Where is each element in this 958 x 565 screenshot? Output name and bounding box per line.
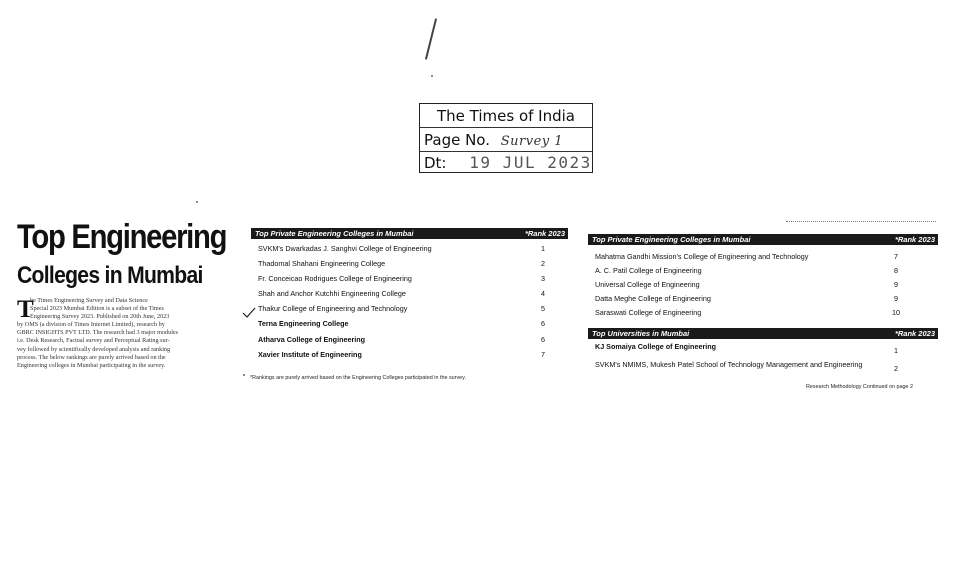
- continued-note: Research Methodology Continued on page 2: [806, 384, 913, 390]
- scan-speck: [431, 75, 433, 77]
- checkmark-icon: [242, 306, 256, 318]
- college-name: Thadomal Shahani Engineering College: [258, 259, 386, 268]
- college-rank: 6: [541, 335, 545, 344]
- college-rank: 6: [541, 319, 545, 328]
- scan-speck: [243, 374, 245, 376]
- intro-line: Special 2023 Mumbai Edition is a subset of the Times: [30, 305, 164, 313]
- table-row: [588, 307, 938, 319]
- stamp-date-value: 19 JUL 2023: [469, 153, 592, 172]
- table-row: [588, 293, 938, 305]
- newspaper-stamp: [419, 103, 593, 173]
- table-row: [251, 273, 568, 285]
- table-header-rank: *Rank 2023: [894, 235, 935, 244]
- table-row: [588, 359, 938, 371]
- private-colleges-table-2: [588, 234, 938, 317]
- table-header: [588, 328, 938, 339]
- table-row: [251, 288, 568, 300]
- stamp-date-label: Dt:: [424, 154, 447, 172]
- college-name: Atharva College of Engineering: [258, 335, 366, 344]
- stamp-page-value: Survey 1: [500, 134, 564, 149]
- drop-cap: T: [17, 296, 34, 323]
- intro-line: by OMS (a division of Times Internet Limited), research by: [17, 321, 165, 329]
- college-rank: 9: [894, 280, 898, 289]
- college-name: Datta Meghe College of Engineering: [595, 294, 711, 303]
- college-name: SVKM's Dwarkadas J. Sanghvi College of Engineering: [258, 244, 432, 253]
- table-header-title: Top Universities in Mumbai: [592, 329, 690, 338]
- stamp-date-row: [420, 152, 592, 174]
- college-rank: 7: [541, 350, 545, 359]
- table-row: [588, 279, 938, 291]
- college-name: A. C. Patil College of Engineering: [595, 266, 702, 275]
- college-rank: 1: [541, 244, 545, 253]
- pen-stroke: [425, 18, 437, 59]
- stamp-title: The Times of India: [420, 104, 592, 128]
- college-name: Shah and Anchor Kutchhi Engineering College: [258, 289, 406, 298]
- table-row: [251, 318, 568, 330]
- table-row: [588, 341, 938, 353]
- college-name: Mahatma Gandhi Mission's College of Engineering and Technology: [595, 252, 809, 261]
- headline-line-1: Top Engineering: [17, 218, 227, 256]
- intro-line: Engineering colleges in Mumbai participating in the survey.: [17, 361, 166, 369]
- college-name: Xavier Institute of Engineering: [258, 350, 362, 359]
- college-name: Terna Engineering College: [258, 319, 349, 328]
- headline-line-2: Colleges in Mumbai: [17, 262, 203, 289]
- intro-line: vey followed by scientifically developed analysis and ranking: [17, 345, 171, 353]
- college-name: Fr. Conceicao Rodrigues College of Engineering: [258, 274, 412, 283]
- intro-line: GBRC INSIGHTS PVT LTD. The research had 3 major modules: [17, 329, 179, 337]
- college-name: Thakur College of Engineering and Technology: [258, 304, 408, 313]
- scan-speck: [196, 201, 198, 203]
- dotted-divider: [786, 221, 936, 223]
- intro-paragraph: [17, 297, 242, 370]
- stamp-page-label: Page No.: [424, 131, 490, 149]
- college-rank: 2: [894, 364, 898, 373]
- college-name: SVKM's NMIMS, Mukesh Patel School of Technology Management and Engineering: [595, 360, 863, 369]
- table-header-title: Top Private Engineering Colleges in Mumbai: [255, 229, 414, 238]
- college-name: KJ Somaiya College of Engineering: [595, 342, 717, 351]
- college-rank: 3: [541, 274, 545, 283]
- table-header-rank: *Rank 2023: [894, 329, 935, 338]
- intro-line: he Times Engineering Survey and Data Science: [30, 297, 148, 304]
- table-row: [251, 258, 568, 270]
- table-row: [588, 251, 938, 263]
- college-rank: 1: [894, 346, 898, 355]
- table-row: [251, 349, 568, 361]
- college-name: Saraswati College of Engineering: [595, 308, 702, 317]
- table-header-title: Top Private Engineering Colleges in Mumbai: [592, 235, 751, 244]
- table-header: [251, 228, 568, 239]
- universities-table: [588, 328, 938, 373]
- college-rank: 8: [894, 266, 898, 275]
- college-rank: 10: [892, 308, 900, 317]
- college-rank: 2: [541, 259, 545, 268]
- college-rank: 9: [894, 294, 898, 303]
- stamp-page-row: [420, 128, 592, 152]
- intro-line: process. The below rankings are purely arrived based on the: [17, 353, 166, 361]
- table-header-rank: *Rank 2023: [524, 229, 565, 238]
- table-row: [251, 303, 568, 315]
- college-rank: 7: [894, 252, 898, 261]
- table-row: [251, 243, 568, 255]
- intro-line: i.e. Desk Research, Factual survey and Perceptual Rating sur-: [17, 337, 170, 345]
- college-rank: 4: [541, 289, 545, 298]
- rankings-footnote: *Rankings are purely arrived based on the Engineering Colleges participated in the survey.: [250, 375, 466, 381]
- college-name: Universal College of Engineering: [595, 280, 700, 289]
- table-row: [251, 334, 568, 346]
- intro-line: Engineering Survey 2023. Published on 20th June, 2023: [30, 313, 170, 321]
- college-rank: 5: [541, 304, 545, 313]
- table-header: [588, 234, 938, 245]
- private-colleges-table-1: [251, 228, 568, 359]
- table-row: [588, 265, 938, 277]
